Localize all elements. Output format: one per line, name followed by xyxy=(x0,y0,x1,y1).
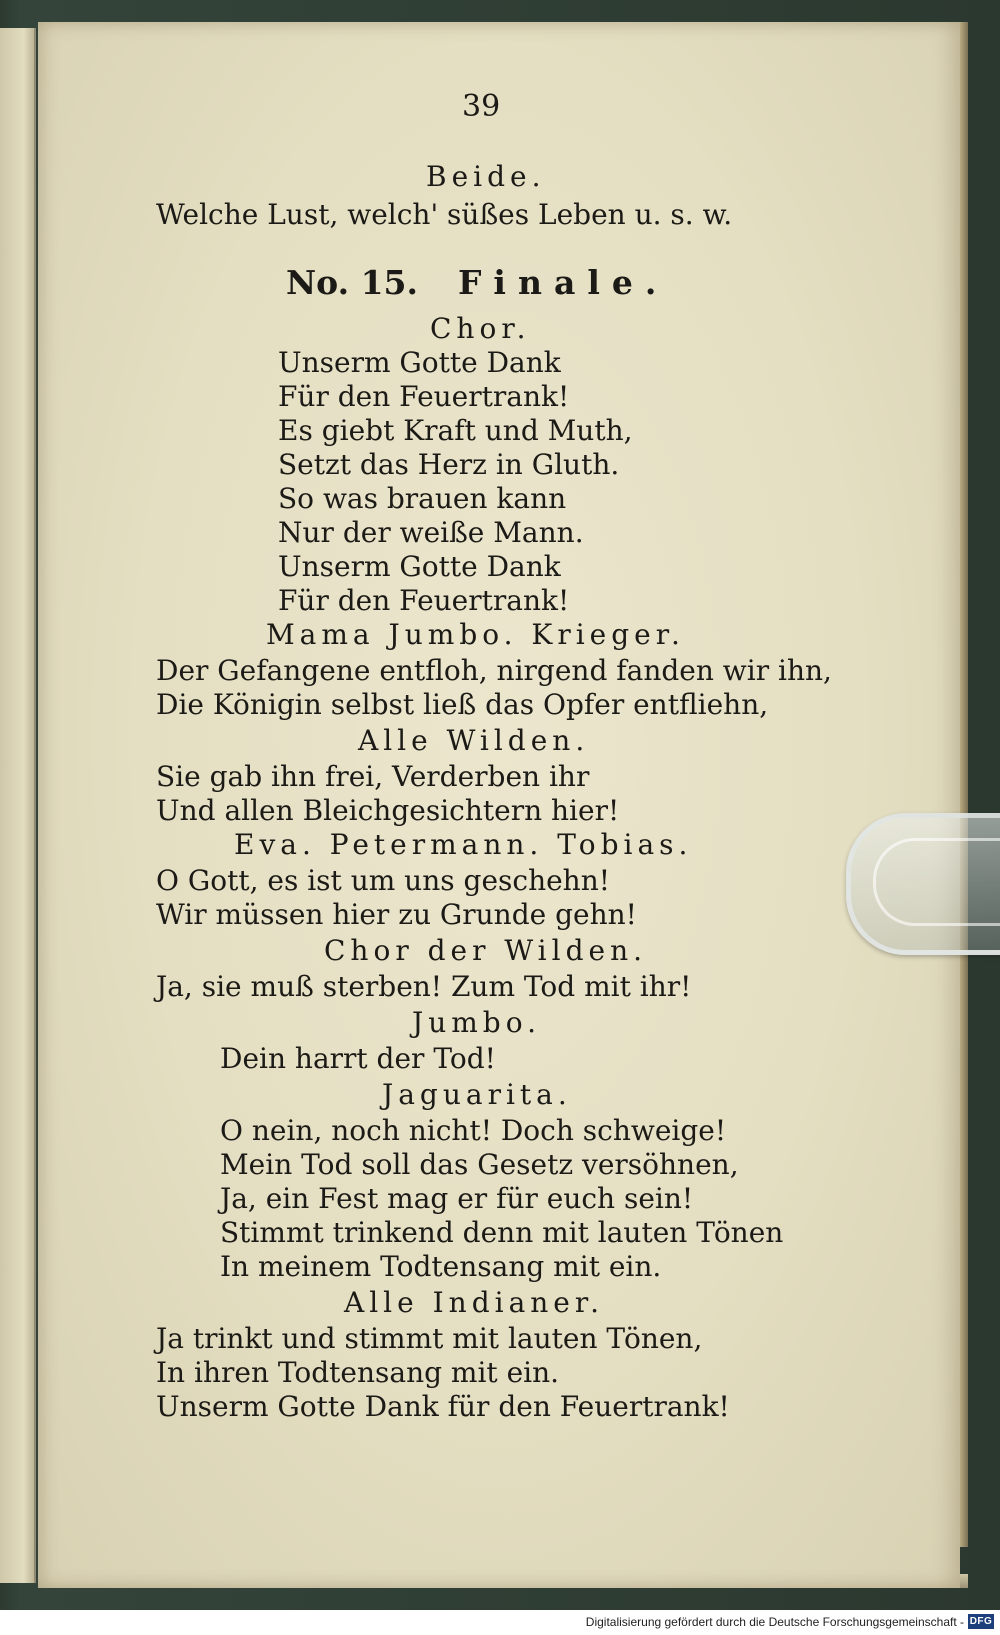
verse-line: Dein harrt der Tod! xyxy=(220,1042,496,1075)
verse-line: Stimmt trinkend denn mit lauten Tönen xyxy=(220,1216,784,1249)
verse-line: So was brauen kann xyxy=(278,482,567,515)
verse-line: In ihren Todtensang mit ein. xyxy=(156,1356,560,1389)
page-clip-icon xyxy=(846,813,1000,955)
dfg-logo-icon: DFG xyxy=(969,1616,993,1627)
verse-line: Mein Tod soll das Gesetz versöhnen, xyxy=(220,1148,739,1181)
verse-line: Wir müssen hier zu Grunde gehn! xyxy=(156,898,637,931)
speaker-label: Chor der Wilden. xyxy=(324,934,648,967)
page-text xyxy=(38,22,960,1588)
speaker-label: Beide. xyxy=(426,160,546,193)
number-heading: No. 15. xyxy=(286,263,418,302)
footer-bar xyxy=(0,1610,1000,1635)
verse-line: O Gott, es ist um uns geschehn! xyxy=(156,864,610,897)
speaker-label: Jaguarita. xyxy=(382,1078,572,1111)
verse-line: Welche Lust, welch' süßes Leben u. s. w. xyxy=(156,198,733,231)
verse-line: In meinem Todtensang mit ein. xyxy=(220,1250,662,1283)
verse-line: Für den Feuertrank! xyxy=(278,584,570,617)
clip-inner-loop xyxy=(873,838,1000,926)
verse-line: Die Königin selbst ließ das Opfer entfliehn, xyxy=(156,688,769,721)
section-title: Finale. xyxy=(458,263,669,302)
verse-line: Es giebt Kraft und Muth, xyxy=(278,414,633,447)
speaker-label: Jumbo. xyxy=(412,1006,541,1039)
verse-line: O nein, noch nicht! Doch schweige! xyxy=(220,1114,727,1147)
speaker-label: Eva. Petermann. Tobias. xyxy=(234,828,693,861)
verse-line: Und allen Bleichgesichtern hier! xyxy=(156,794,620,827)
left-page-edge xyxy=(0,28,36,1583)
verse-line: Ja, ein Fest mag er für euch sein! xyxy=(220,1182,694,1215)
speaker-label: Alle Indianer. xyxy=(344,1286,605,1319)
verse-line: Nur der weiße Mann. xyxy=(278,516,584,549)
page-number: 39 xyxy=(462,89,501,124)
verse-line: Ja, sie muß sterben! Zum Tod mit ihr! xyxy=(156,970,692,1003)
verse-line: Sie gab ihn frei, Verderben ihr xyxy=(156,760,590,793)
speaker-label: Chor. xyxy=(430,312,531,345)
verse-line: Der Gefangene entfloh, nirgend fanden wir ihn, xyxy=(156,654,832,687)
funding-notice: Digitalisierung gefördert durch die Deutsche Forschungsgemeinschaft - xyxy=(585,1615,964,1629)
verse-line: Unserm Gotte Dank für den Feuertrank! xyxy=(156,1390,730,1423)
verse-line: Unserm Gotte Dank xyxy=(278,550,561,583)
verse-line: Setzt das Herz in Gluth. xyxy=(278,448,620,481)
verse-line: Unserm Gotte Dank xyxy=(278,346,561,379)
speaker-label: Mama Jumbo. Krieger. xyxy=(266,618,685,651)
verse-line: Für den Feuertrank! xyxy=(278,380,570,413)
speaker-label: Alle Wilden. xyxy=(358,724,590,757)
book-page xyxy=(38,22,960,1588)
verse-line: Ja trinkt und stimmt mit lauten Tönen, xyxy=(156,1322,703,1355)
